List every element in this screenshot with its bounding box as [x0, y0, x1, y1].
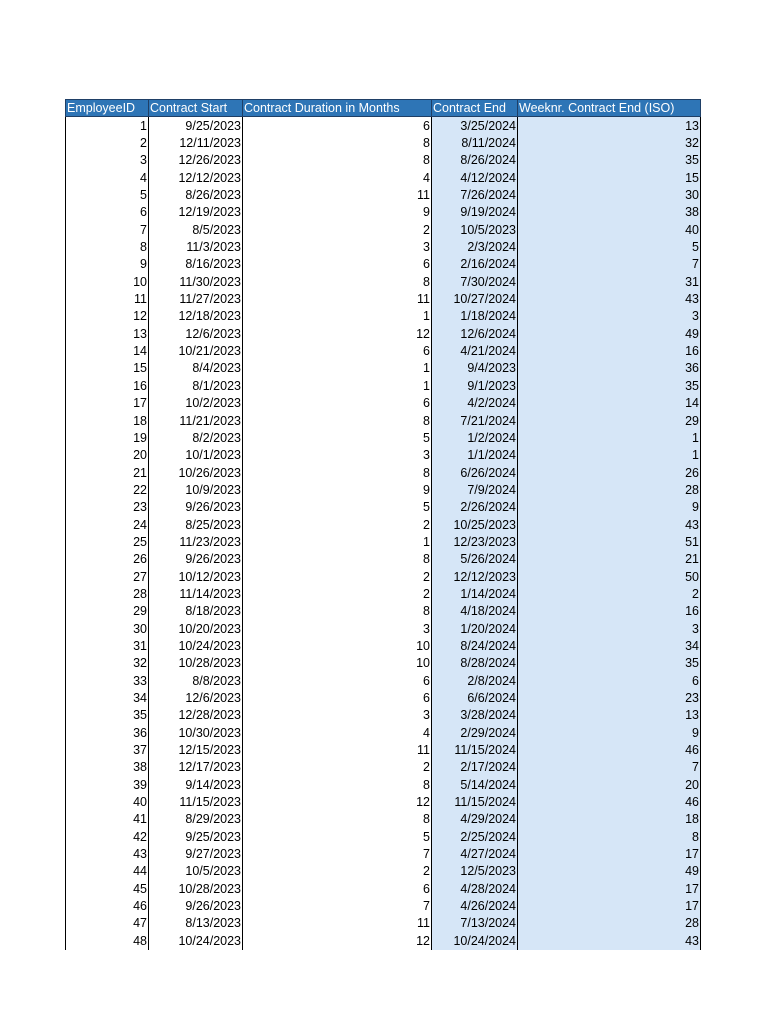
table-row [66, 308, 701, 325]
contract-start-cell[interactable]: 12/15/2023 [149, 741, 243, 758]
contract-end-cell[interactable]: 6/6/2024 [432, 689, 518, 706]
contract-start-cell[interactable]: 12/17/2023 [149, 759, 243, 776]
table-row [66, 655, 701, 672]
contract-start-cell[interactable]: 9/26/2023 [149, 897, 243, 914]
contract-end-cell[interactable]: 8/26/2024 [432, 152, 518, 169]
employee-id-cell[interactable]: 16 [66, 377, 149, 394]
header-contract-duration[interactable]: Contract Duration in Months [243, 100, 432, 117]
contract-end-cell[interactable]: 4/21/2024 [432, 342, 518, 359]
contract-start-cell[interactable]: 12/6/2023 [149, 325, 243, 342]
contract-duration-cell[interactable]: 10 [243, 637, 432, 654]
table-row [66, 724, 701, 741]
contract-start-cell[interactable]: 8/16/2023 [149, 256, 243, 273]
contract-duration-cell[interactable]: 2 [243, 221, 432, 238]
contract-start-cell[interactable]: 12/26/2023 [149, 152, 243, 169]
table-row [66, 897, 701, 914]
employee-id-cell[interactable]: 1 [66, 117, 149, 135]
employee-id-cell[interactable]: 11 [66, 290, 149, 307]
contract-end-cell[interactable]: 12/5/2023 [432, 863, 518, 880]
weeknr-cell[interactable]: 43 [518, 516, 701, 533]
contract-end-cell[interactable]: 1/20/2024 [432, 620, 518, 637]
contract-start-cell[interactable]: 10/24/2023 [149, 637, 243, 654]
table-row [66, 117, 701, 135]
weeknr-cell[interactable]: 35 [518, 655, 701, 672]
employee-id-cell[interactable]: 33 [66, 672, 149, 689]
table-row [66, 880, 701, 897]
contract-start-cell[interactable]: 10/12/2023 [149, 568, 243, 585]
header-contract-end[interactable]: Contract End [432, 100, 518, 117]
table-row [66, 776, 701, 793]
contract-duration-cell[interactable]: 6 [243, 672, 432, 689]
employee-id-cell[interactable]: 6 [66, 204, 149, 221]
contract-end-cell[interactable]: 4/27/2024 [432, 845, 518, 862]
employee-id-cell[interactable]: 40 [66, 793, 149, 810]
weeknr-cell[interactable]: 9 [518, 499, 701, 516]
employee-id-cell[interactable]: 15 [66, 360, 149, 377]
header-contract-start[interactable]: Contract Start [149, 100, 243, 117]
weeknr-cell[interactable]: 16 [518, 342, 701, 359]
employee-id-cell[interactable]: 35 [66, 707, 149, 724]
employee-id-cell[interactable]: 7 [66, 221, 149, 238]
weeknr-cell[interactable]: 13 [518, 707, 701, 724]
employee-id-cell[interactable]: 12 [66, 308, 149, 325]
employee-id-cell[interactable]: 41 [66, 811, 149, 828]
contract-end-cell[interactable]: 2/17/2024 [432, 759, 518, 776]
table-row [66, 863, 701, 880]
contract-start-cell[interactable]: 12/12/2023 [149, 169, 243, 186]
contract-end-cell[interactable]: 2/26/2024 [432, 499, 518, 516]
contract-end-cell[interactable]: 10/5/2023 [432, 221, 518, 238]
weeknr-cell[interactable]: 8 [518, 828, 701, 845]
contract-duration-cell[interactable]: 6 [243, 256, 432, 273]
contract-duration-cell[interactable]: 7 [243, 897, 432, 914]
contract-end-cell[interactable]: 4/12/2024 [432, 169, 518, 186]
contract-start-cell[interactable]: 11/3/2023 [149, 238, 243, 255]
contract-start-cell[interactable]: 10/21/2023 [149, 342, 243, 359]
employee-id-cell[interactable]: 30 [66, 620, 149, 637]
contract-start-cell[interactable]: 8/1/2023 [149, 377, 243, 394]
employee-id-cell[interactable]: 25 [66, 533, 149, 550]
contract-duration-cell[interactable]: 6 [243, 395, 432, 412]
table-row [66, 828, 701, 845]
contract-end-cell[interactable]: 1/1/2024 [432, 447, 518, 464]
employee-id-cell[interactable]: 10 [66, 273, 149, 290]
contract-start-cell[interactable]: 11/30/2023 [149, 273, 243, 290]
contract-duration-cell[interactable]: 7 [243, 845, 432, 862]
contract-duration-cell[interactable]: 10 [243, 655, 432, 672]
weeknr-cell[interactable]: 49 [518, 863, 701, 880]
employee-id-cell[interactable]: 34 [66, 689, 149, 706]
contract-duration-cell[interactable]: 6 [243, 689, 432, 706]
table-row [66, 759, 701, 776]
weeknr-cell[interactable]: 5 [518, 238, 701, 255]
contract-end-cell[interactable]: 2/3/2024 [432, 238, 518, 255]
contract-start-cell[interactable]: 12/18/2023 [149, 308, 243, 325]
employee-id-cell[interactable]: 44 [66, 863, 149, 880]
contract-start-cell[interactable]: 12/28/2023 [149, 707, 243, 724]
weeknr-cell[interactable]: 3 [518, 620, 701, 637]
weeknr-cell[interactable]: 28 [518, 915, 701, 932]
contract-end-cell[interactable]: 5/26/2024 [432, 551, 518, 568]
contract-duration-cell[interactable]: 3 [243, 620, 432, 637]
contract-end-cell[interactable]: 11/15/2024 [432, 741, 518, 758]
table-row [66, 915, 701, 932]
contract-duration-cell[interactable]: 8 [243, 134, 432, 151]
contract-duration-cell[interactable]: 12 [243, 932, 432, 949]
weeknr-cell[interactable]: 16 [518, 603, 701, 620]
contract-end-cell[interactable]: 7/21/2024 [432, 412, 518, 429]
contract-end-cell[interactable]: 10/27/2024 [432, 290, 518, 307]
table-row [66, 152, 701, 169]
contract-start-cell[interactable]: 8/18/2023 [149, 603, 243, 620]
employee-id-cell[interactable]: 27 [66, 568, 149, 585]
contract-duration-cell[interactable]: 8 [243, 776, 432, 793]
weeknr-cell[interactable]: 26 [518, 464, 701, 481]
header-weeknr-contract-end[interactable]: Weeknr. Contract End (ISO) [518, 100, 701, 117]
employee-id-cell[interactable]: 29 [66, 603, 149, 620]
employee-id-cell[interactable]: 46 [66, 897, 149, 914]
contract-start-cell[interactable]: 8/4/2023 [149, 360, 243, 377]
employee-id-cell[interactable]: 22 [66, 481, 149, 498]
employee-id-cell[interactable]: 39 [66, 776, 149, 793]
contract-end-cell[interactable]: 7/13/2024 [432, 915, 518, 932]
contract-start-cell[interactable]: 8/2/2023 [149, 429, 243, 446]
contract-end-cell[interactable]: 1/2/2024 [432, 429, 518, 446]
contract-end-cell[interactable]: 7/26/2024 [432, 186, 518, 203]
employee-id-cell[interactable]: 28 [66, 585, 149, 602]
contract-duration-cell[interactable]: 11 [243, 186, 432, 203]
contract-duration-cell[interactable]: 2 [243, 759, 432, 776]
table-row [66, 585, 701, 602]
weeknr-cell[interactable]: 6 [518, 672, 701, 689]
contract-end-cell[interactable]: 9/4/2023 [432, 360, 518, 377]
table-row [66, 481, 701, 498]
weeknr-cell[interactable]: 17 [518, 880, 701, 897]
employee-id-cell[interactable]: 9 [66, 256, 149, 273]
weeknr-cell[interactable]: 18 [518, 811, 701, 828]
contract-duration-cell[interactable]: 9 [243, 481, 432, 498]
table-row [66, 325, 701, 342]
contract-duration-cell[interactable]: 8 [243, 603, 432, 620]
contract-end-cell[interactable]: 10/25/2023 [432, 516, 518, 533]
employee-id-cell[interactable]: 24 [66, 516, 149, 533]
contract-end-cell[interactable]: 5/14/2024 [432, 776, 518, 793]
contract-start-cell[interactable]: 10/26/2023 [149, 464, 243, 481]
weeknr-cell[interactable]: 46 [518, 741, 701, 758]
weeknr-cell[interactable]: 35 [518, 377, 701, 394]
employee-id-cell[interactable]: 3 [66, 152, 149, 169]
employee-id-cell[interactable]: 31 [66, 637, 149, 654]
contract-start-cell[interactable]: 12/19/2023 [149, 204, 243, 221]
contract-end-cell[interactable]: 7/30/2024 [432, 273, 518, 290]
employee-id-cell[interactable]: 8 [66, 238, 149, 255]
header-row [66, 100, 701, 117]
contract-start-cell[interactable]: 8/29/2023 [149, 811, 243, 828]
contract-end-cell[interactable]: 8/24/2024 [432, 637, 518, 654]
contract-duration-cell[interactable]: 12 [243, 793, 432, 810]
contract-duration-cell[interactable]: 2 [243, 568, 432, 585]
employee-id-cell[interactable]: 17 [66, 395, 149, 412]
employee-id-cell[interactable]: 23 [66, 499, 149, 516]
contract-duration-cell[interactable]: 8 [243, 412, 432, 429]
employee-id-cell[interactable]: 32 [66, 655, 149, 672]
contract-start-cell[interactable]: 12/11/2023 [149, 134, 243, 151]
employee-id-cell[interactable]: 45 [66, 880, 149, 897]
header-employee-id[interactable]: EmployeeID [66, 100, 149, 117]
contract-start-cell[interactable]: 10/9/2023 [149, 481, 243, 498]
weeknr-cell[interactable]: 20 [518, 776, 701, 793]
table-row [66, 256, 701, 273]
table-row [66, 845, 701, 862]
table-row [66, 672, 701, 689]
contract-end-cell[interactable]: 9/19/2024 [432, 204, 518, 221]
employee-id-cell[interactable]: 13 [66, 325, 149, 342]
table-row [66, 169, 701, 186]
contract-start-cell[interactable]: 11/21/2023 [149, 412, 243, 429]
table-row [66, 429, 701, 446]
contract-duration-cell[interactable]: 4 [243, 724, 432, 741]
employee-id-cell[interactable]: 2 [66, 134, 149, 151]
contract-start-cell[interactable]: 11/15/2023 [149, 793, 243, 810]
contract-end-cell[interactable]: 7/9/2024 [432, 481, 518, 498]
weeknr-cell[interactable]: 14 [518, 395, 701, 412]
weeknr-cell[interactable]: 28 [518, 481, 701, 498]
employee-id-cell[interactable]: 42 [66, 828, 149, 845]
weeknr-cell[interactable]: 1 [518, 429, 701, 446]
table-row [66, 811, 701, 828]
weeknr-cell[interactable]: 30 [518, 186, 701, 203]
contract-start-cell[interactable]: 8/25/2023 [149, 516, 243, 533]
contract-end-cell[interactable]: 2/8/2024 [432, 672, 518, 689]
table-row [66, 360, 701, 377]
table-row [66, 551, 701, 568]
contract-start-cell[interactable]: 8/5/2023 [149, 221, 243, 238]
employee-id-cell[interactable]: 48 [66, 932, 149, 949]
weeknr-cell[interactable]: 23 [518, 689, 701, 706]
employee-id-cell[interactable]: 26 [66, 551, 149, 568]
employee-id-cell[interactable]: 4 [66, 169, 149, 186]
contract-start-cell[interactable]: 8/13/2023 [149, 915, 243, 932]
contract-end-cell[interactable]: 1/14/2024 [432, 585, 518, 602]
contract-duration-cell[interactable]: 8 [243, 811, 432, 828]
contract-duration-cell[interactable]: 1 [243, 308, 432, 325]
contract-duration-cell[interactable]: 4 [243, 169, 432, 186]
table-row [66, 464, 701, 481]
contract-duration-cell[interactable]: 2 [243, 516, 432, 533]
contract-start-cell[interactable]: 10/28/2023 [149, 880, 243, 897]
table-row [66, 134, 701, 151]
employee-id-cell[interactable]: 18 [66, 412, 149, 429]
table-row [66, 447, 701, 464]
weeknr-cell[interactable]: 46 [518, 793, 701, 810]
contract-end-cell[interactable]: 2/29/2024 [432, 724, 518, 741]
contract-end-cell[interactable]: 8/28/2024 [432, 655, 518, 672]
table-row [66, 932, 701, 949]
weeknr-cell[interactable]: 17 [518, 897, 701, 914]
contract-duration-cell[interactable]: 5 [243, 499, 432, 516]
contract-duration-cell[interactable]: 8 [243, 551, 432, 568]
weeknr-cell[interactable]: 38 [518, 204, 701, 221]
contract-end-cell[interactable]: 6/26/2024 [432, 464, 518, 481]
contract-end-cell[interactable]: 2/16/2024 [432, 256, 518, 273]
weeknr-cell[interactable]: 17 [518, 845, 701, 862]
weeknr-cell[interactable]: 29 [518, 412, 701, 429]
weeknr-cell[interactable]: 43 [518, 932, 701, 949]
contract-duration-cell[interactable]: 1 [243, 360, 432, 377]
weeknr-cell[interactable]: 13 [518, 117, 701, 135]
table-row [66, 603, 701, 620]
table-row [66, 499, 701, 516]
employee-id-cell[interactable]: 19 [66, 429, 149, 446]
table-row [66, 741, 701, 758]
weeknr-cell[interactable]: 15 [518, 169, 701, 186]
employee-id-cell[interactable]: 47 [66, 915, 149, 932]
contract-end-cell[interactable]: 8/11/2024 [432, 134, 518, 151]
contract-duration-cell[interactable]: 8 [243, 464, 432, 481]
weeknr-cell[interactable]: 1 [518, 447, 701, 464]
table-row [66, 533, 701, 550]
weeknr-cell[interactable]: 7 [518, 759, 701, 776]
contract-end-cell[interactable]: 4/18/2024 [432, 603, 518, 620]
contract-start-cell[interactable]: 9/26/2023 [149, 499, 243, 516]
contract-start-cell[interactable]: 8/26/2023 [149, 186, 243, 203]
weeknr-cell[interactable]: 9 [518, 724, 701, 741]
contract-start-cell[interactable]: 11/27/2023 [149, 290, 243, 307]
contract-duration-cell[interactable]: 6 [243, 342, 432, 359]
weeknr-cell[interactable]: 32 [518, 134, 701, 151]
contract-start-cell[interactable]: 9/25/2023 [149, 117, 243, 135]
table-row [66, 204, 701, 221]
contract-start-cell[interactable]: 11/14/2023 [149, 585, 243, 602]
contract-start-cell[interactable]: 10/20/2023 [149, 620, 243, 637]
table-row [66, 221, 701, 238]
contract-duration-cell[interactable]: 5 [243, 429, 432, 446]
contract-duration-cell[interactable]: 9 [243, 204, 432, 221]
weeknr-cell[interactable]: 3 [518, 308, 701, 325]
contract-start-cell[interactable]: 10/28/2023 [149, 655, 243, 672]
contract-end-cell[interactable]: 3/25/2024 [432, 117, 518, 135]
contract-end-cell[interactable]: 3/28/2024 [432, 707, 518, 724]
contract-end-cell[interactable]: 11/15/2024 [432, 793, 518, 810]
contract-end-cell[interactable]: 12/23/2023 [432, 533, 518, 550]
contract-start-cell[interactable]: 12/6/2023 [149, 689, 243, 706]
table-row [66, 238, 701, 255]
table-row [66, 793, 701, 810]
table-row [66, 620, 701, 637]
employee-id-cell[interactable]: 36 [66, 724, 149, 741]
table-row [66, 707, 701, 724]
contract-start-cell[interactable]: 9/26/2023 [149, 551, 243, 568]
employee-id-cell[interactable]: 43 [66, 845, 149, 862]
contract-start-cell[interactable]: 10/5/2023 [149, 863, 243, 880]
contract-start-cell[interactable]: 9/25/2023 [149, 828, 243, 845]
contract-duration-cell[interactable]: 12 [243, 325, 432, 342]
table-row [66, 290, 701, 307]
table-row [66, 568, 701, 585]
contract-end-cell[interactable]: 12/6/2024 [432, 325, 518, 342]
contract-end-cell[interactable]: 10/24/2024 [432, 932, 518, 949]
contract-start-cell[interactable]: 10/2/2023 [149, 395, 243, 412]
contract-start-cell[interactable]: 9/27/2023 [149, 845, 243, 862]
contract-duration-cell[interactable]: 2 [243, 863, 432, 880]
contract-duration-cell[interactable]: 3 [243, 707, 432, 724]
contract-start-cell[interactable]: 10/30/2023 [149, 724, 243, 741]
weeknr-cell[interactable]: 50 [518, 568, 701, 585]
table-row [66, 186, 701, 203]
contract-duration-cell[interactable]: 11 [243, 290, 432, 307]
contract-duration-cell[interactable]: 6 [243, 880, 432, 897]
weeknr-cell[interactable]: 51 [518, 533, 701, 550]
weeknr-cell[interactable]: 7 [518, 256, 701, 273]
contract-duration-cell[interactable]: 11 [243, 741, 432, 758]
contract-duration-cell[interactable]: 3 [243, 238, 432, 255]
table-row [66, 342, 701, 359]
contract-end-cell[interactable]: 9/1/2023 [432, 377, 518, 394]
weeknr-cell[interactable]: 35 [518, 152, 701, 169]
contract-end-cell[interactable]: 12/12/2023 [432, 568, 518, 585]
contract-end-cell[interactable]: 4/26/2024 [432, 897, 518, 914]
contract-end-cell[interactable]: 4/29/2024 [432, 811, 518, 828]
table-row [66, 273, 701, 290]
weeknr-cell[interactable]: 21 [518, 551, 701, 568]
employee-id-cell[interactable]: 21 [66, 464, 149, 481]
weeknr-cell[interactable]: 31 [518, 273, 701, 290]
contract-duration-cell[interactable]: 3 [243, 447, 432, 464]
contract-duration-cell[interactable]: 1 [243, 533, 432, 550]
table-row [66, 395, 701, 412]
table-row [66, 516, 701, 533]
weeknr-cell[interactable]: 40 [518, 221, 701, 238]
weeknr-cell[interactable]: 36 [518, 360, 701, 377]
weeknr-cell[interactable]: 49 [518, 325, 701, 342]
contract-start-cell[interactable]: 10/24/2023 [149, 932, 243, 949]
contract-start-cell[interactable]: 11/23/2023 [149, 533, 243, 550]
table-row [66, 412, 701, 429]
contract-duration-cell[interactable]: 8 [243, 152, 432, 169]
contract-end-cell[interactable]: 1/18/2024 [432, 308, 518, 325]
contract-duration-cell[interactable]: 2 [243, 585, 432, 602]
weeknr-cell[interactable]: 2 [518, 585, 701, 602]
table-row [66, 689, 701, 706]
contract-duration-cell[interactable]: 6 [243, 117, 432, 135]
contract-start-cell[interactable]: 10/1/2023 [149, 447, 243, 464]
employee-id-cell[interactable]: 38 [66, 759, 149, 776]
contract-duration-cell[interactable]: 1 [243, 377, 432, 394]
weeknr-cell[interactable]: 34 [518, 637, 701, 654]
weeknr-cell[interactable]: 43 [518, 290, 701, 307]
table-row [66, 637, 701, 654]
contract-duration-cell[interactable]: 8 [243, 273, 432, 290]
table-row [66, 377, 701, 394]
contract-end-cell[interactable]: 4/28/2024 [432, 880, 518, 897]
contract-duration-cell[interactable]: 5 [243, 828, 432, 845]
contract-duration-cell[interactable]: 11 [243, 915, 432, 932]
contract-start-cell[interactable]: 8/8/2023 [149, 672, 243, 689]
employee-id-cell[interactable]: 5 [66, 186, 149, 203]
contract-end-cell[interactable]: 2/25/2024 [432, 828, 518, 845]
contracts-table [65, 99, 701, 950]
table-body [66, 117, 701, 950]
contract-start-cell[interactable]: 9/14/2023 [149, 776, 243, 793]
employee-id-cell[interactable]: 14 [66, 342, 149, 359]
employee-id-cell[interactable]: 20 [66, 447, 149, 464]
employee-id-cell[interactable]: 37 [66, 741, 149, 758]
contract-end-cell[interactable]: 4/2/2024 [432, 395, 518, 412]
